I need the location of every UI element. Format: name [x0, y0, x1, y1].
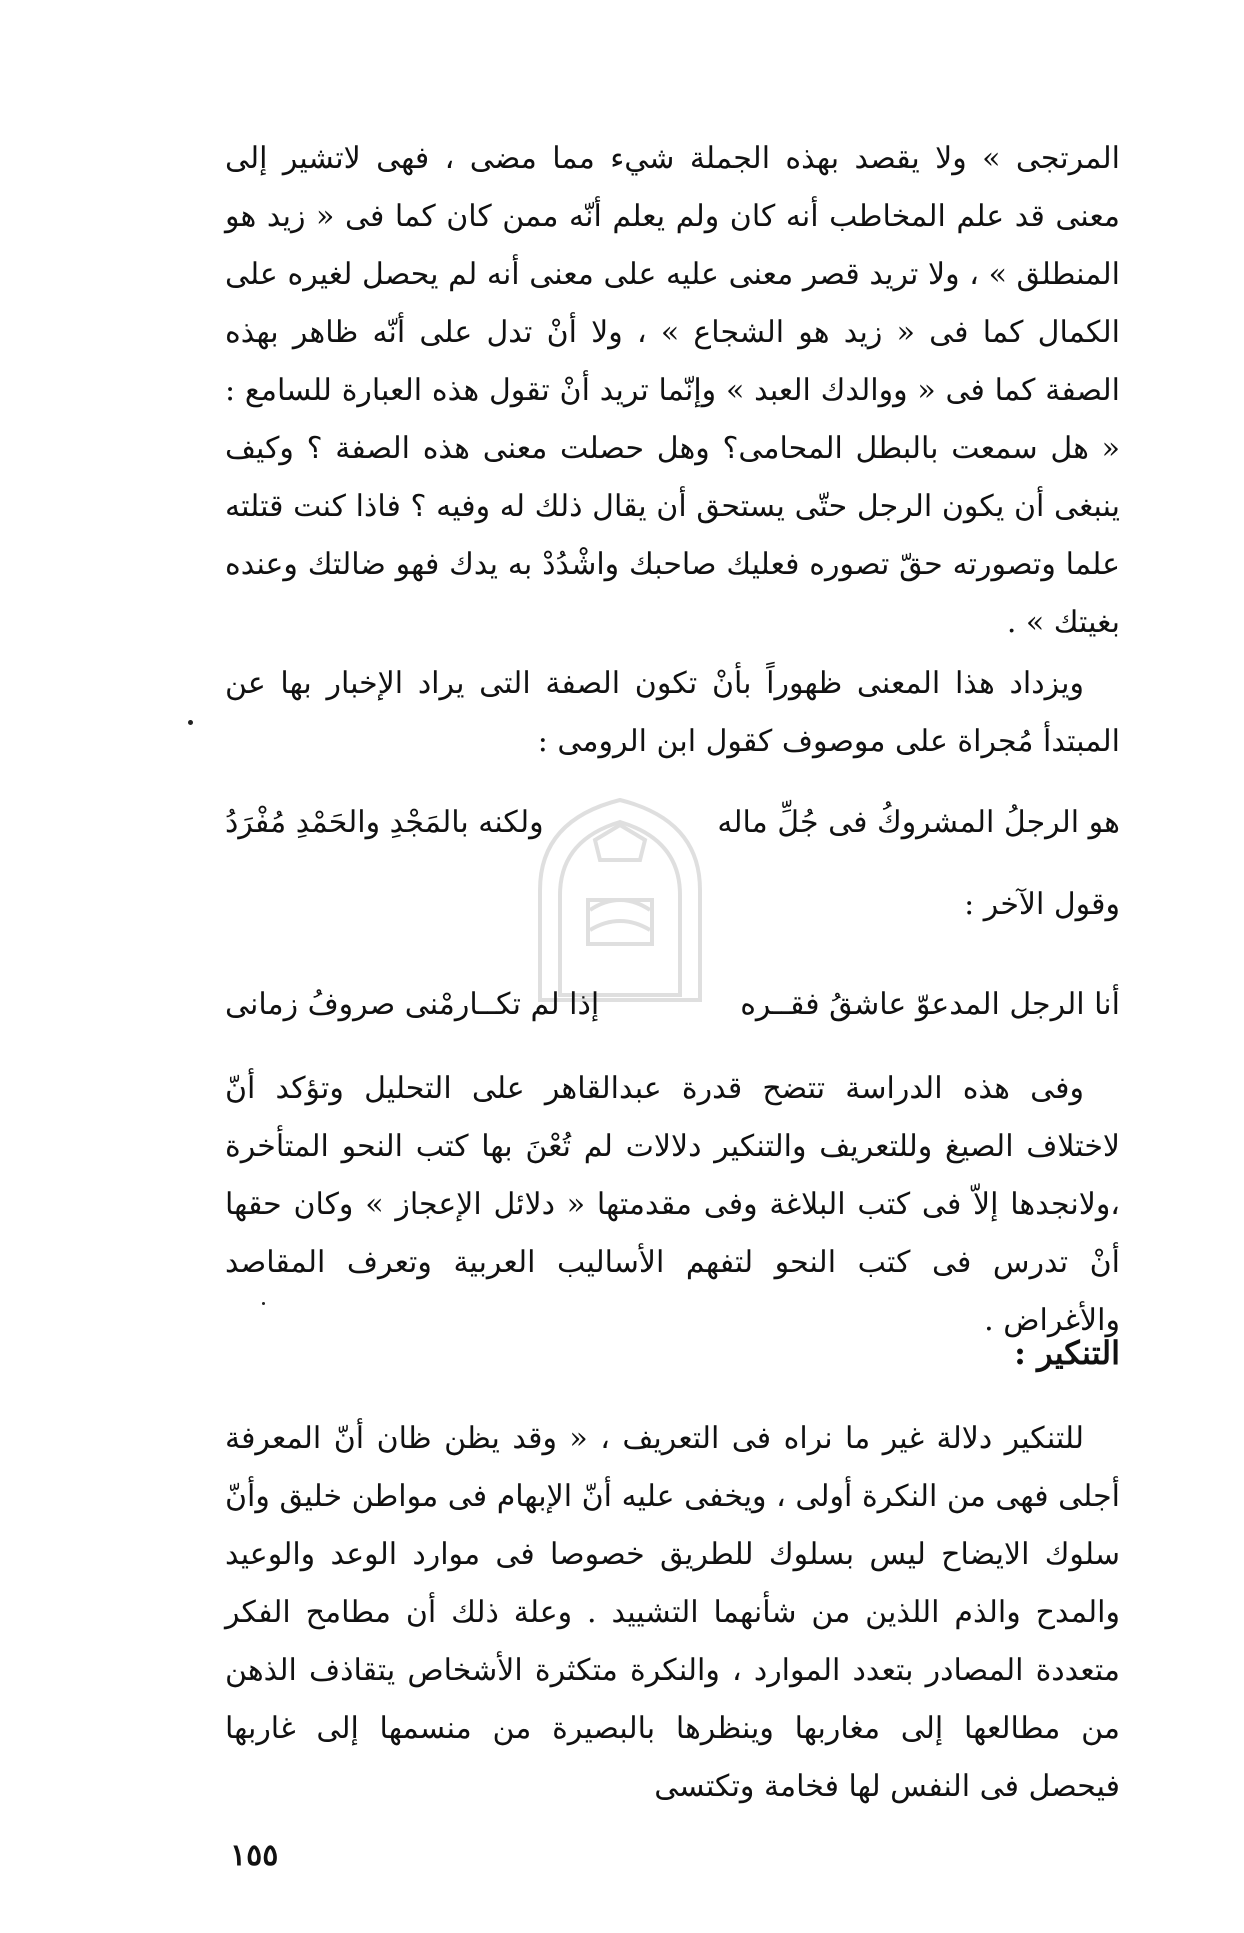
- paragraph-2-text: ويزداد هذا المعنى ظهوراً بأنْ تكون الصفة التى يراد الإخبار بها عن المبتدأ مُجراة على موصوف كقول ابن الرومى :: [225, 666, 1120, 759]
- verse-2-intro: وقول الآخر :: [964, 887, 1120, 922]
- paragraph-study-conclusion: [225, 1060, 1120, 1350]
- scan-speck: [262, 1302, 265, 1305]
- paragraph-example-intro: [225, 655, 1120, 771]
- verse-2-first-hemistich: أنا الرجل المدعوّ عاشقُ فقــره: [740, 987, 1120, 1022]
- verse-1-second-hemistich: ولكنه بالمَجْدِ والحَمْدِ مُفْرَدُ: [225, 805, 544, 840]
- paragraph-continuation: [225, 130, 1120, 652]
- page-number: ١٥٥: [230, 1838, 279, 1873]
- paragraph-3-text: وفى هذه الدراسة تتضح قدرة عبدالقاهر على التحليل وتؤكد أنّ لاختلاف الصيغ وللتعريف والتنكير دلالات لم تُعْنَ بها كتب النحو المتأخرة ،ولانجدها إلاّ فى كتب البلاغة وفى مقدمتها « دلائل الإعجاز » وكان حقها أنْ تدرس فى كتب النحو لتفهم الأساليب العربية وتعرف المقاصد والأغراض .: [225, 1071, 1120, 1338]
- paragraph-4-text: للتنكير دلالة غير ما نراه فى التعريف ، « وقد يظن ظان أنّ المعرفة أجلى فهى من النكرة أولى ، ويخفى عليه أنّ الإبهام فى مواطن خليق وأنّ سلوك الايضاح ليس بسلوك للطريق خصوصا فى موارد الوعد والوعيد والمدح والذم اللذين من شأنهما التشييد . وعلة ذلك أن مطامح الفكر متعددة المصادر بتعدد الموارد ، والنكرة متكثرة الأشخاص يتقاذف الذهن من مطالعها إلى مغاربها وينظرها بالبصيرة من منسمها إلى غاربها فيحصل فى النفس لها فخامة وتكتسى: [225, 1421, 1120, 1804]
- poem-verse-2: [225, 980, 1120, 1030]
- poem-verse-1: [225, 798, 1120, 848]
- verse-2-second-hemistich: إذا لم تكــارمْنى صروفُ زمانى: [225, 987, 600, 1022]
- section-heading: التنكير :: [1014, 1334, 1120, 1372]
- paragraph-indefiniteness: [225, 1410, 1120, 1816]
- verse-1-first-hemistich: هو الرجلُ المشروكُ فى جُلِّ ماله: [717, 805, 1120, 840]
- paragraph-1-text: المرتجى » ولا يقصد بهذه الجملة شيء مما مضى ، فهى لاتشير إلى معنى قد علم المخاطب أنه كان ولم يعلم أنّه ممن كان كما فى « زيد هو المنطلق » ، ولا تريد قصر معنى عليه على معنى أنه لم يحصل لغيره على الكمال كما فى « زيد هو الشجاع » ، ولا أنْ تدل على أنّه ظاهر بهذه الصفة كما فى « ووالدك العبد » وإنّما تريد أنْ تقول هذه العبارة للسامع : « هل سمعت بالبطل المحامى؟ وهل حصلت معنى هذه الصفة ؟ وكيف ينبغى أن يكون الرجل حتّى يستحق أن يقال ذلك له وفيه ؟ فاذا كنت قتلته علما وتصورته حقّ تصوره فعليك صاحبك واشْدُدْ به يدك فهو ضالتك وعنده بغيتك » .: [225, 141, 1120, 640]
- scan-speck: [188, 720, 193, 725]
